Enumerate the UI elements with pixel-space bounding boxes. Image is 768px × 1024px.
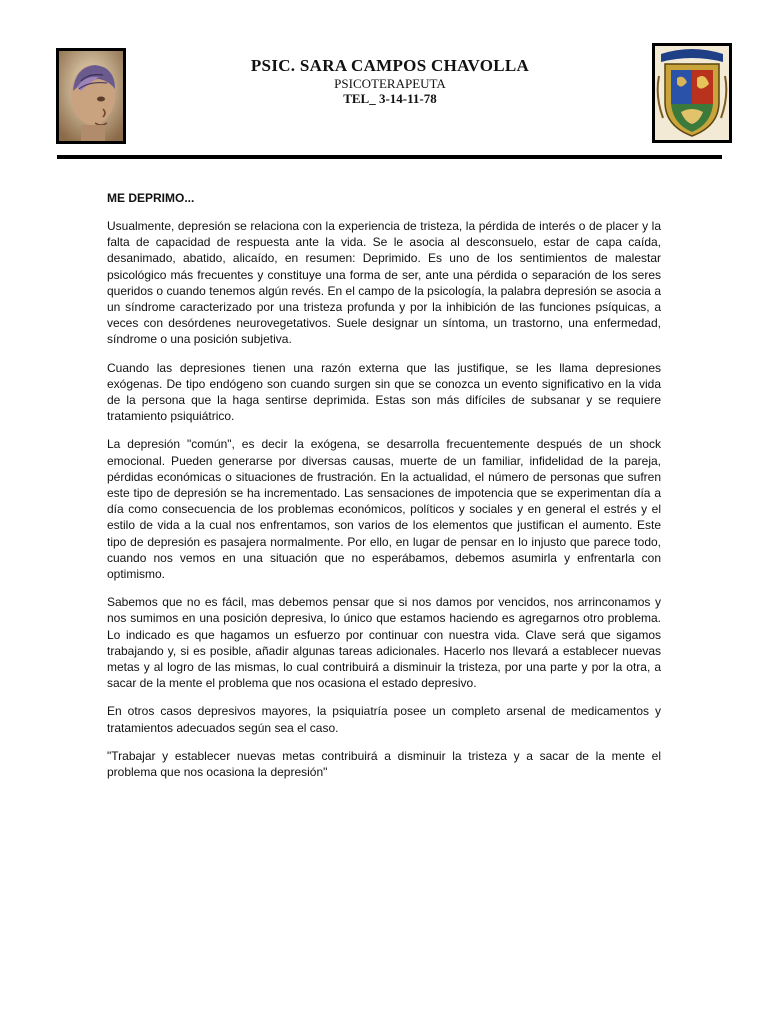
article-quote: "Trabajar y establecer nuevas metas contribuirá a disminuir la tristeza y a sacar de la mente el problema que nos ocasiona la depresión" — [107, 748, 661, 780]
header-divider — [57, 155, 722, 159]
article-body — [107, 190, 661, 792]
unam-shield-icon — [652, 43, 732, 143]
article-paragraph-2: Cuando las depresiones tienen una razón externa que las justifique, se les llama depresiones exógenas. De tipo endógeno son cuando surgen sin que se conozca un evento significativo en la vida de la persona que la haga sentirse deprimida. Estas son más difíciles de subsanar y se requiere tratamiento psiquiátrico. — [107, 360, 661, 424]
article-paragraph-4: Sabemos que no es fácil, mas debemos pensar que si nos damos por vencidos, nos arrinconamos y nos sumimos en una posición depresiva, lo único que estamos haciendo es agregarnos otro problema. Lo indicado es que hagamos un esfuerzo por continuar con nuestra vida. Clave será que sigamos trabajando y, si es posible, añadir algunas tareas adicionales. Hacerlo nos llevará a establecer nuevas metas y al logro de las mismas, lo cual contribuirá a disminuir la tristeza, por una parte y por la otra, a sacar de la mente el problema que nos ocasiona el estado depresivo. — [107, 595, 661, 691]
article-title: ME DEPRIMO... — [107, 191, 195, 205]
letterhead — [140, 56, 640, 106]
phone-number: TEL_ 3-14-11-78 — [343, 91, 437, 106]
article-paragraph-3: La depresión "común", es decir la exógena, se desarrolla frecuentemente después de un shock emocional. Pueden generarse por diversas causas, muerte de un familiar, infidelidad de la pareja, pérdidas económicas o situaciones de frustración. En la actualidad, el número de personas que sufren este tipo de depresión se ha incrementado. Las sensaciones de impotencia que se experimentan día a día como consecuencia de los problemas económicos, políticos y sociales y en general el estrés y el estilo de vida a la cual nos enfrentamos, son varios de los elementos que justifican el aumento. Este tipo de depresión es pasajera normalmente. Por ello, en lugar de pensar en lo injusto que parece todo, cuando nos vemos en una situación que no esperábamos, debemos asumirla y enfrentarla con optimismo. — [107, 437, 661, 582]
head-brain-icon — [56, 48, 126, 144]
psychologist-name: PSIC. SARA CAMPOS CHAVOLLA — [250, 56, 530, 75]
article-paragraph-5: En otros casos depresivos mayores, la psiquiatría posee un completo arsenal de medicamentos y tratamientos adecuados según sea el caso. — [107, 704, 661, 735]
psychologist-role: PSICOTERAPEUTA — [334, 76, 446, 91]
article-paragraph-1: Usualmente, depresión se relaciona con la experiencia de tristeza, la pérdida de interés o de placer y la falta de capacidad de respuesta ante la vida. Se le asocia al desconsuelo, estar de capa caída, desanimado, abatido, alicaído, en resumen: Deprimido. Es uno de los sentimientos de malestar psicológico más frecuentes y constituye una forma de ser, ante una pérdida o separación de los seres queridos o cuando tenemos algún revés. En el campo de la psicología, la palabra depresión se asocia a un síndrome caracterizado por una tristeza profunda y por la inhibición de las funciones psíquicas, a veces con desórdenes neurovegetativos. Suele designar un síntoma, un trastorno, una enfermedad, síndrome o una posición subjetiva. — [107, 219, 661, 347]
